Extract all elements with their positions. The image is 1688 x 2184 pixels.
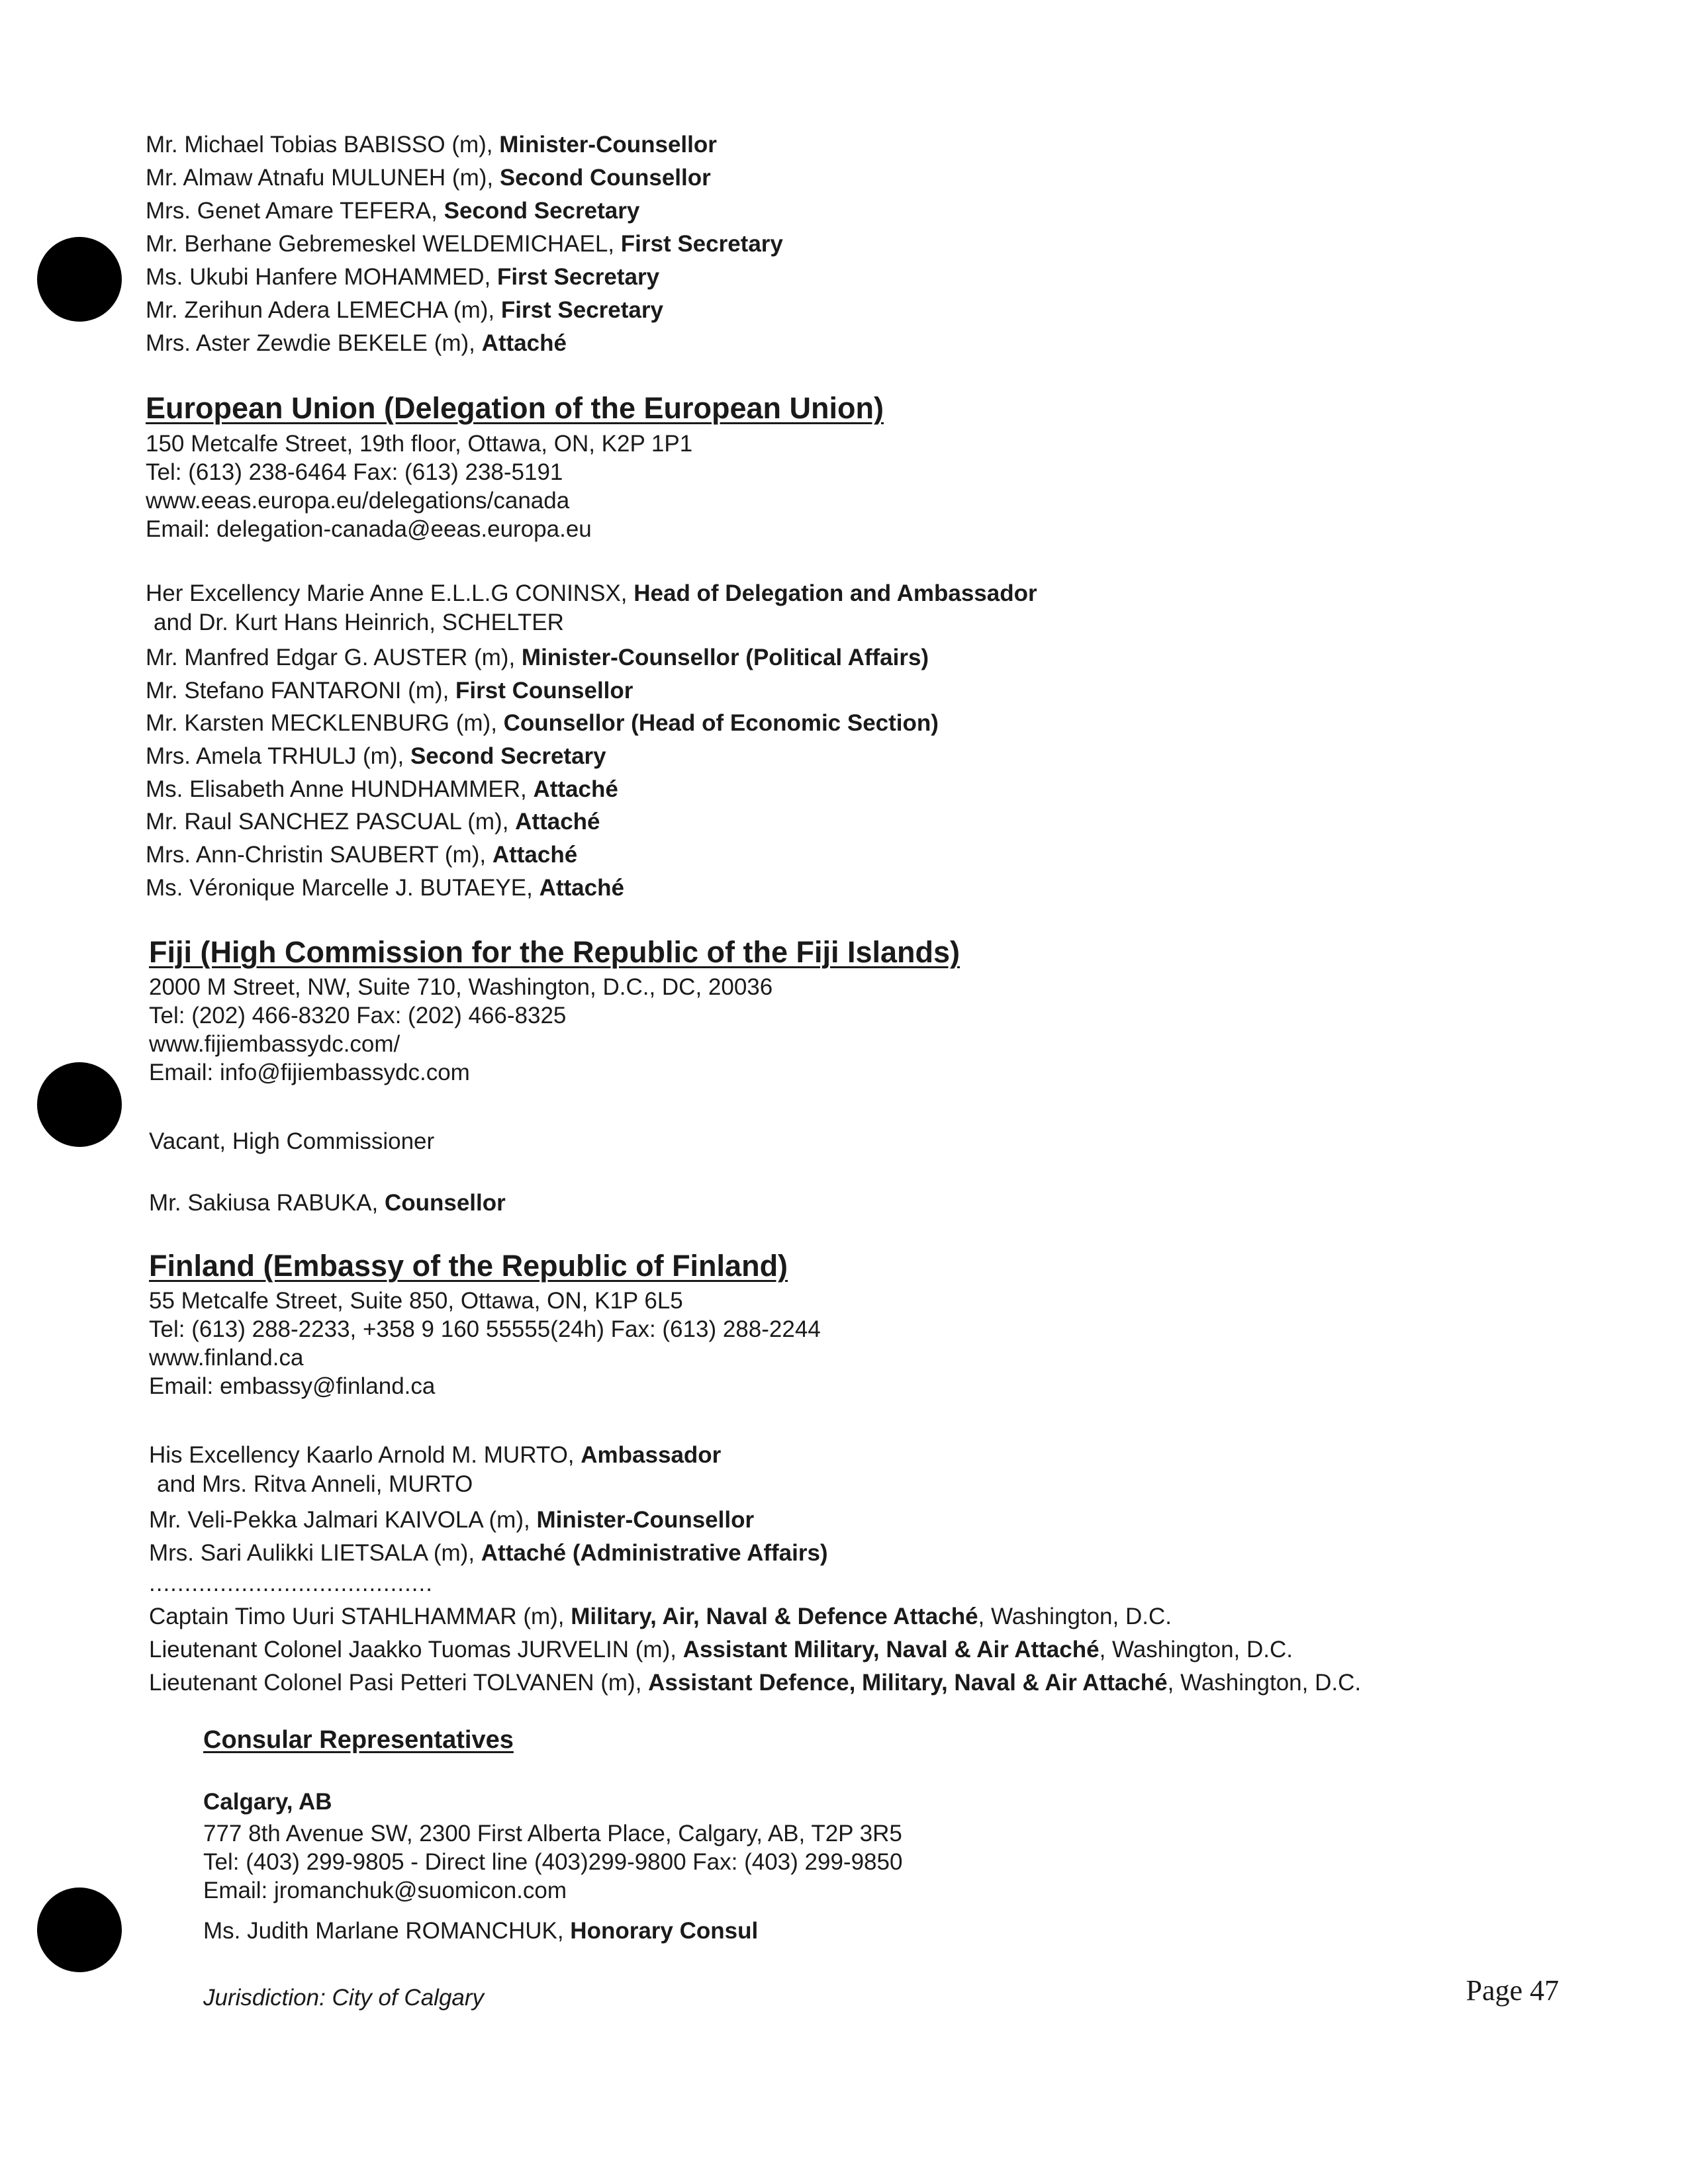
staff-line: Mr. Zerihun Adera LEMECHA (m), First Secretary xyxy=(146,297,663,323)
eu-web: www.eeas.europa.eu/delegations/canada xyxy=(146,488,570,514)
finland-head: His Excellency Kaarlo Arnold M. MURTO, Ambassador xyxy=(149,1442,722,1468)
eu-email: Email: delegation-canada@eeas.europa.eu xyxy=(146,516,592,542)
eu-tel: Tel: (613) 238-6464 Fax: (613) 238-5191 xyxy=(146,459,563,485)
staff-line: Ms. Elisabeth Anne HUNDHAMMER, Attaché xyxy=(146,776,618,802)
finland-tel: Tel: (613) 288-2233, +358 9 160 55555(24h) Fax: (613) 288-2244 xyxy=(149,1316,821,1342)
consular-address: 777 8th Avenue SW, 2300 First Alberta Place, Calgary, AB, T2P 3R5 xyxy=(203,1821,902,1846)
fiji-vacant: Vacant, High Commissioner xyxy=(149,1128,435,1154)
staff-line: Ms. Ukubi Hanfere MOHAMMED, First Secretary xyxy=(146,264,660,290)
finland-email: Email: embassy@finland.ca xyxy=(149,1373,436,1399)
consular-city: Calgary, AB xyxy=(203,1789,332,1815)
staff-line: Mr. Michael Tobias BABISSO (m), Minister-Counsellor xyxy=(146,132,717,158)
staff-line: Mrs. Aster Zewdie BEKELE (m), Attaché xyxy=(146,330,567,356)
staff-line: Mr. Sakiusa RABUKA, Counsellor xyxy=(149,1190,506,1216)
punch-hole-middle xyxy=(37,1062,122,1147)
eu-head: Her Excellency Marie Anne E.L.L.G CONINSX, Head of Delegation and Ambassador xyxy=(146,580,1037,606)
staff-line: Mrs. Ann-Christin SAUBERT (m), Attaché xyxy=(146,842,578,868)
military-line: Lieutenant Colonel Jaakko Tuomas JURVELIN (m), Assistant Military, Naval & Air Attaché, Washington, D.C. xyxy=(149,1637,1293,1662)
fiji-email: Email: info@fijiembassydc.com xyxy=(149,1060,470,1085)
finland-heading: Finland (Embassy of the Republic of Finland) xyxy=(149,1249,788,1283)
consular-tel: Tel: (403) 299-9805 - Direct line (403)299-9800 Fax: (403) 299-9850 xyxy=(203,1849,903,1875)
eu-address: 150 Metcalfe Street, 19th floor, Ottawa, ON, K2P 1P1 xyxy=(146,431,693,457)
staff-line: Mr. Raul SANCHEZ PASCUAL (m), Attaché xyxy=(146,809,600,835)
page-number: Page 47 xyxy=(1466,1974,1559,2007)
consular-email: Email: jromanchuk@suomicon.com xyxy=(203,1878,567,1903)
consular-heading: Consular Representatives xyxy=(203,1726,514,1754)
staff-line: Mr. Almaw Atnafu MULUNEH (m), Second Counsellor xyxy=(146,165,711,191)
staff-line: Mr. Manfred Edgar G. AUSTER (m), Minister-Counsellor (Political Affairs) xyxy=(146,645,929,670)
separator-dots: ........................................ xyxy=(149,1570,433,1596)
fiji-tel: Tel: (202) 466-8320 Fax: (202) 466-8325 xyxy=(149,1003,567,1028)
consular-jurisdiction: Jurisdiction: City of Calgary xyxy=(203,1985,485,2011)
consul-line: Ms. Judith Marlane ROMANCHUK, Honorary Consul xyxy=(203,1918,759,1944)
staff-line: Mr. Veli-Pekka Jalmari KAIVOLA (m), Minister-Counsellor xyxy=(149,1507,755,1533)
staff-line: Mrs. Amela TRHULJ (m), Second Secretary xyxy=(146,743,606,769)
staff-line: Mr. Stefano FANTARONI (m), First Counsellor xyxy=(146,678,633,704)
fiji-heading: Fiji (High Commission for the Republic of the Fiji Islands) xyxy=(149,935,961,969)
finland-address: 55 Metcalfe Street, Suite 850, Ottawa, ON, K1P 6L5 xyxy=(149,1288,683,1314)
fiji-web: www.fijiembassydc.com/ xyxy=(149,1031,400,1057)
finland-web: www.finland.ca xyxy=(149,1345,304,1371)
punch-hole-bottom xyxy=(37,1888,122,1972)
military-line: Lieutenant Colonel Pasi Petteri TOLVANEN (m), Assistant Defence, Military, Naval & Air Attaché, Washington, D.C. xyxy=(149,1670,1362,1696)
fiji-address: 2000 M Street, NW, Suite 710, Washington, D.C., DC, 20036 xyxy=(149,974,773,1000)
punch-hole-top xyxy=(37,237,122,322)
staff-line: Mrs. Genet Amare TEFERA, Second Secretary xyxy=(146,198,640,224)
military-line: Captain Timo Uuri STAHLHAMMAR (m), Military, Air, Naval & Defence Attaché, Washington, D.C. xyxy=(149,1604,1172,1629)
eu-spouse: and Dr. Kurt Hans Heinrich, SCHELTER xyxy=(154,610,564,635)
finland-spouse: and Mrs. Ritva Anneli, MURTO xyxy=(157,1471,473,1497)
staff-line: Mr. Berhane Gebremeskel WELDEMICHAEL, First Secretary xyxy=(146,231,783,257)
staff-line: Ms. Véronique Marcelle J. BUTAEYE, Attaché xyxy=(146,875,624,901)
eu-heading: European Union (Delegation of the European Union) xyxy=(146,391,884,425)
staff-line: Mrs. Sari Aulikki LIETSALA (m), Attaché (Administrative Affairs) xyxy=(149,1540,828,1566)
staff-line: Mr. Karsten MECKLENBURG (m), Counsellor (Head of Economic Section) xyxy=(146,710,939,736)
